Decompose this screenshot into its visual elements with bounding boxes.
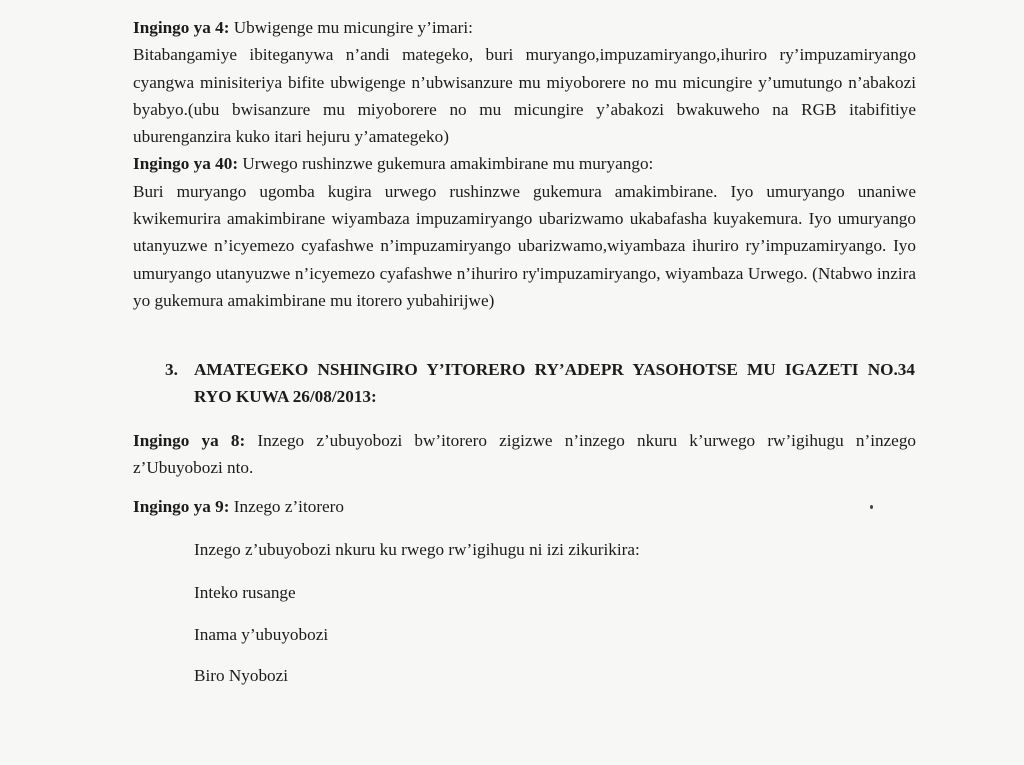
section-title: AMATEGEKO NSHINGIRO Y’ITORERO RY’ADEPR YASOHOTSE MU IGAZETI NO.34 RYO KUWA 26/08/2013: xyxy=(194,360,915,406)
article-4-heading xyxy=(133,14,916,41)
article-8 xyxy=(133,427,916,481)
article-4-title: Ubwigenge mu micungire y’imari: xyxy=(229,18,473,37)
scan-speck xyxy=(870,505,873,509)
article-40-body: Buri muryango ugomba kugira urwego rushinzwe gukemura amakimbirane. Iyo umuryango unaniwe kwikemurira amakimbirane wiyambaza impuzamiryango ubarizwamo ukabafasha kuyakemura. Iyo umuryango utanyuzwe n’icyemezo cyafashwe n’impuzamiryango ubarizwamo,wiyambaza ihuriro ry’impuzamiryango. Iyo umuryango utanyuzwe n’icyemezo cyafashwe n’ihuriro ry'impuzamiryango, wiyambaza Urwego. (Ntabwo inzira yo gukemura amakimbirane mu itorero yubahirijwe) xyxy=(133,181,916,310)
article-40-heading xyxy=(133,150,916,177)
organ-item: Biro Nyobozi xyxy=(194,666,289,685)
article-9-label: Ingingo ya 9: xyxy=(133,497,230,516)
article-9-intro: Inzego z’ubuyobozi nkuru ku rwego rw’igihugu ni izi zikurikira: xyxy=(194,540,640,559)
article-4 xyxy=(133,14,916,150)
section-3-heading xyxy=(165,356,915,410)
article-9-title: Inzego z’itorero xyxy=(229,497,344,516)
organ-item: Inteko rusange xyxy=(194,583,296,602)
article-40 xyxy=(133,150,916,314)
article-8-label: Ingingo ya 8: xyxy=(133,431,246,450)
article-4-label: Ingingo ya 4: xyxy=(133,18,230,37)
article-4-body: Bitabangamiye ibiteganywa n’andi mategeko, buri muryango,impuzamiryango,ihuriro ry’impuzamiryango cyangwa minisiteriya bifite ubwigenge n’ubwisanzure mu miyoborere no mu micungire y’umutungo n’abakozi byabyo.(ubu bwisanzure mu miyoborere no mu micungire y’abakozi bwakuweho na RGB itabifitiye uburenganzira kuko itari hejuru y’amategeko) xyxy=(133,45,916,147)
organ-item: Inama y’ubuyobozi xyxy=(194,625,329,644)
document-page xyxy=(133,14,916,314)
article-8-body: Inzego z’ubuyobozi bw’itorero zigizwe n’inzego nkuru k’urwego rw’igihugu n’inzego z’Ubuyobozi nto. xyxy=(133,431,917,477)
article-40-label: Ingingo ya 40: xyxy=(133,154,239,174)
section-number: 3. xyxy=(165,360,178,379)
article-9-heading xyxy=(133,495,344,519)
article-40-title: Urwego rushinzwe gukemura amakimbirane mu muryango: xyxy=(238,154,654,174)
